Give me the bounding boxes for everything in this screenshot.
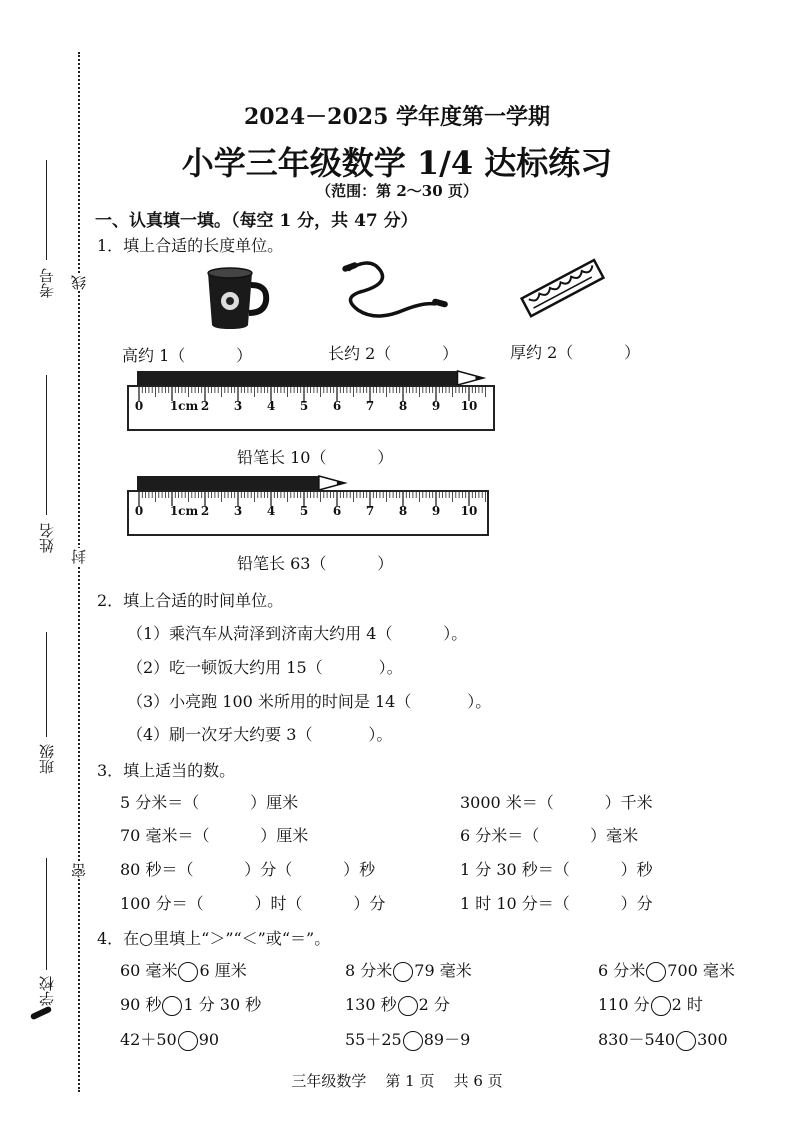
q3-left-3: 80 秒＝（ ）分（ ）秒 [120, 860, 376, 879]
q4-left-expr: 42＋50 [120, 1030, 177, 1049]
ruler-label: 8 [398, 504, 408, 518]
answer-circle[interactable] [398, 996, 418, 1016]
ruler-object-icon [518, 258, 608, 320]
page-range: （范围：第 2～30 页） [316, 182, 478, 200]
q4-comparison-3-1 [120, 1027, 219, 1051]
q4-right-expr: 1 分 30 秒 [183, 995, 262, 1014]
ruler-label: 5 [299, 399, 309, 413]
q4-comparison-1-2 [345, 958, 472, 982]
pencil-1-caption: 铅笔长 10（ ） [237, 448, 394, 467]
q4-left-expr: 60 毫米 [120, 961, 178, 980]
ruler-1 [127, 365, 497, 435]
q4-right-expr: 300 [697, 1030, 728, 1049]
section-1-heading: 一、认真填一填。（每空 1 分，共 47 分） [95, 211, 418, 231]
q2-item-3: （3）小亮跑 100 米所用的时间是 14（ ）。 [127, 692, 492, 711]
exam-title: 小学三年级数学 1/4 达标练习 [181, 144, 613, 182]
class-label: 班级 [38, 744, 56, 774]
school-label: 学校 [38, 976, 56, 1006]
ruler-2 [127, 470, 497, 540]
q4-left-expr: 130 秒 [345, 995, 397, 1014]
q4-right-expr: 79 毫米 [414, 961, 472, 980]
q2-item-2: （2）吃一顿饭大约用 15（ ）。 [127, 658, 403, 677]
ruler-label: 9 [431, 399, 441, 413]
binding-word-xian: 线 [70, 275, 88, 290]
name-field[interactable] [36, 375, 56, 555]
answer-circle[interactable] [676, 1031, 696, 1051]
answer-circle[interactable] [393, 962, 413, 982]
ruler-label: 6 [332, 399, 342, 413]
q1-item-ruler: 厚约 2（ ） [510, 343, 641, 362]
q4-comparison-3-2 [345, 1027, 470, 1051]
pencil-body [137, 371, 458, 385]
q4-right-expr: 700 毫米 [667, 961, 735, 980]
q2-item-1: （1）乘汽车从菏泽到济南大约用 4（ ）。 [127, 624, 468, 643]
q3-right-4: 1 时 10 分＝（ ）分 [460, 894, 653, 913]
ruler-label: 6 [332, 504, 342, 518]
ruler-label: 7 [365, 399, 375, 413]
q4-right-expr: 6 厘米 [199, 961, 247, 980]
pencil-2-caption: 铅笔长 63（ ） [237, 554, 394, 573]
answer-circle[interactable] [651, 996, 671, 1016]
ruler-label: 1cm [169, 504, 199, 518]
ruler-label: 0 [134, 504, 144, 518]
q3-left-2: 70 毫米＝（ ）厘米 [120, 826, 309, 845]
q3-left-1: 5 分米＝（ ）厘米 [120, 793, 299, 812]
answer-circle[interactable] [162, 996, 182, 1016]
q4-right-expr: 2 时 [671, 995, 703, 1014]
q4-comparison-3-3 [598, 1027, 728, 1051]
ruler-label: 2 [200, 504, 210, 518]
q3-right-3: 1 分 30 秒＝（ ）秒 [460, 860, 653, 879]
q3-prompt: 3．填上适当的数。 [97, 761, 236, 780]
q1-prompt: 1．填上合适的长度单位。 [97, 236, 284, 255]
pencil-body [137, 476, 319, 490]
q4-left-expr: 55＋25 [345, 1030, 402, 1049]
ruler-label: 8 [398, 399, 408, 413]
school-field[interactable] [36, 858, 56, 1018]
q1-item-cup: 高约 1（ ） [122, 346, 253, 365]
q4-left-expr: 830－540 [598, 1030, 676, 1049]
answer-circle[interactable] [178, 962, 198, 982]
q4-comparison-2-2 [345, 992, 450, 1016]
ruler-label: 10 [460, 399, 478, 413]
answer-circle[interactable] [403, 1031, 423, 1051]
q4-comparison-2-3 [598, 992, 703, 1016]
binding-dotted-line [78, 52, 80, 1092]
q4-right-expr: 89－9 [423, 1030, 471, 1049]
q1-item-rope: 长约 2（ ） [328, 344, 459, 363]
page-footer: 三年级数学 第 1 页 共 6 页 [291, 1072, 503, 1090]
exam-number-label: 考号 [38, 268, 56, 298]
q3-left-4: 100 分＝（ ）时（ ）分 [120, 894, 386, 913]
ruler-label: 1cm [169, 399, 199, 413]
ruler-label: 3 [233, 504, 243, 518]
school-year-title: 2024－2025 学年度第一学期 [243, 104, 551, 130]
binding-word-mi: 密 [70, 863, 88, 878]
ruler-label: 3 [233, 399, 243, 413]
q4-right-expr: 2 分 [418, 995, 450, 1014]
q4-left-expr: 110 分 [598, 995, 650, 1014]
binding-word-feng: 封 [70, 549, 88, 564]
q4-left-expr: 6 分米 [598, 961, 646, 980]
ruler-label: 5 [299, 504, 309, 518]
class-field[interactable] [36, 632, 56, 782]
q4-left-expr: 8 分米 [345, 961, 393, 980]
q3-right-1: 3000 米＝（ ）千米 [460, 793, 653, 812]
q4-comparison-1-1 [120, 958, 247, 982]
jump-rope-icon [340, 258, 450, 330]
answer-circle[interactable] [646, 962, 666, 982]
q4-right-expr: 90 [198, 1030, 220, 1049]
q2-item-4: （4）刷一次牙大约要 3（ ）。 [127, 725, 393, 744]
ruler-label: 7 [365, 504, 375, 518]
ruler-label: 10 [460, 504, 478, 518]
answer-circle[interactable] [178, 1031, 198, 1051]
q3-right-2: 6 分米＝（ ）毫米 [460, 826, 639, 845]
ruler-label: 0 [134, 399, 144, 413]
ruler-label: 2 [200, 399, 210, 413]
q4-left-expr: 90 秒 [120, 995, 162, 1014]
mug-icon [200, 265, 270, 331]
ruler-label: 9 [431, 504, 441, 518]
name-label: 姓名 [38, 523, 56, 553]
ruler-label: 4 [266, 399, 276, 413]
q4-prompt: 4．在○里填上“＞”“＜”或“＝”。 [97, 929, 331, 948]
ruler-label: 4 [266, 504, 276, 518]
q4-comparison-1-3 [598, 958, 735, 982]
q4-comparison-2-1 [120, 992, 261, 1016]
q2-prompt: 2．填上合适的时间单位。 [97, 591, 284, 610]
